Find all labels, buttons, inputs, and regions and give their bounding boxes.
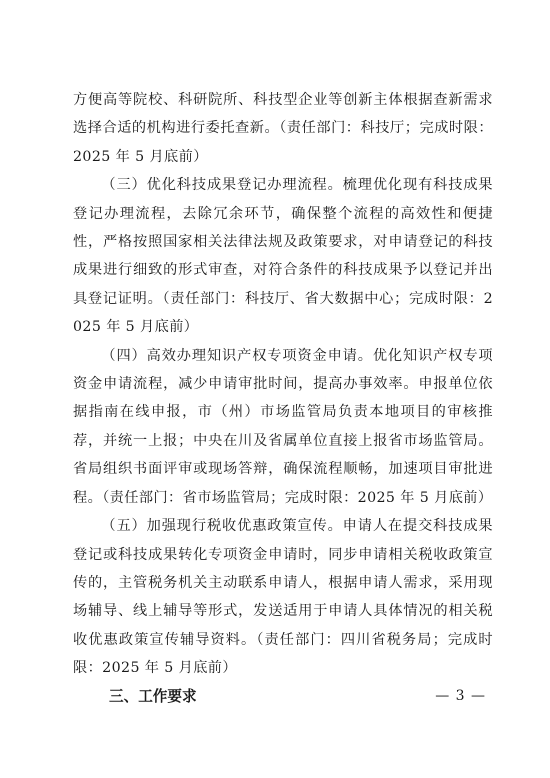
paragraph-continuation: 方便高等院校、科研院所、科技型企业等创新主体根据查新需求选择合适的机构进行委托查新。（责任部门：科技厅；完成时限：2025 年 5 月底前） (73, 92, 493, 165)
paragraph-item-five: （五）加强现行税收优惠政策宣传。申请人在提交科技成果登记或科技成果转化专项资金申请时，同步申请相关税收政策宣传的，主管税务机关主动联系申请人，根据申请人需求，采用现场辅导、线上辅导等形式，发送适用于申请人具体情况的相关税收优惠政策宣传辅导资料。（责任部门：四川省税务局；完成时限：2025 年 5 月底前） (73, 518, 493, 677)
page-number: — 3 — (435, 688, 486, 704)
paragraph-item-three: （三）优化科技成果登记办理流程。梳理优化现有科技成果登记办理流程，去除冗余环节，确保整个流程的高效性和便捷性，严格按照国家相关法律法规及政策要求，对申请登记的科技成果进行细致的形式审查，对符合条件的科技成果予以登记并出具登记证明。（责任部门：科技厅、省大数据中心；完成时限：2025 年 5 月底前） (73, 177, 493, 336)
section-heading: 三、工作要求 (109, 687, 197, 705)
paragraph-item-four: （四）高效办理知识产权专项资金申请。优化知识产权专项资金申请流程，减少申请审批时间，提高办事效率。申报单位依据指南在线申报，市（州）市场监管局负责本地项目的审核推荐，并统一上报；中央在川及省属单位直接上报省市场监管局。省局组织书面评审或现场答辩，确保流程顺畅，加速项目审批进程。（责任部门：省市场监管局；完成时限：2025 年 5 月底前） (73, 347, 493, 506)
document-body (73, 86, 493, 711)
